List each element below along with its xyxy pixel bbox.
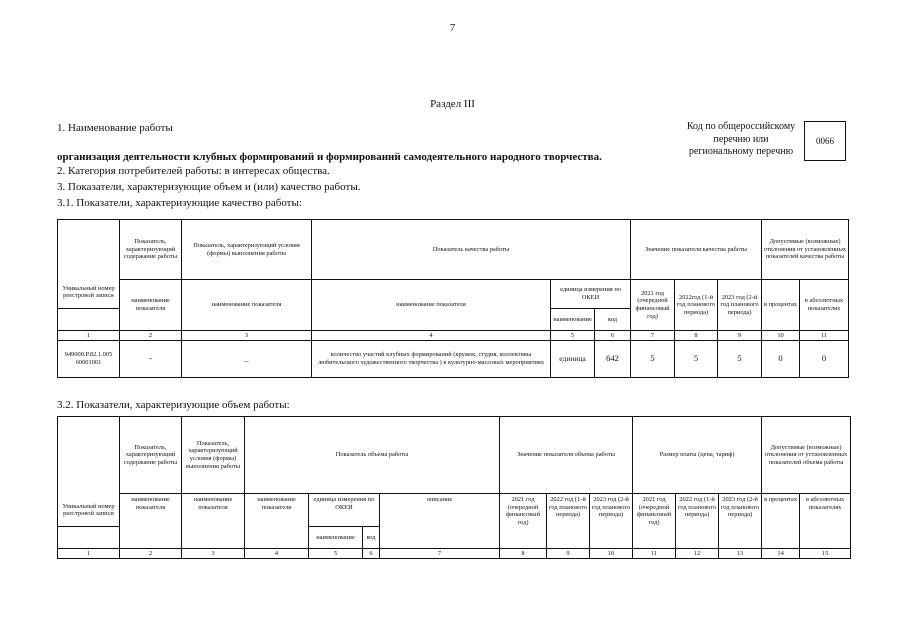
- col-number: 11: [800, 331, 849, 341]
- col-number: 4: [312, 331, 551, 341]
- fee-2021-header: 2021 год (очередной финансовый год): [633, 494, 676, 549]
- value-2022-cell: 5: [675, 341, 718, 378]
- col-volume-header: Показатель объема работы: [245, 417, 500, 494]
- value-2021-cell: 5: [631, 341, 675, 378]
- volume-table: [57, 416, 851, 559]
- cond-name-header: наименование показателя: [182, 494, 245, 549]
- col-number: 2: [120, 331, 182, 341]
- unit-header: единица измерения по ОКЕИ: [551, 280, 631, 309]
- col-number: 10: [762, 331, 800, 341]
- quality-heading: 3.1. Показатели, характеризующие качество работы:: [57, 197, 302, 209]
- content-cell: -: [120, 341, 182, 378]
- description-header: описание: [380, 494, 500, 549]
- col-unique-header: Уникальный номер реестровой записи: [58, 220, 120, 309]
- cond-name-header: наименование показателя: [182, 280, 312, 331]
- absolute-cell: 0: [800, 341, 849, 378]
- col-number: 10: [590, 549, 633, 559]
- col-unique-header: Уникальный номер реестровой записи: [58, 417, 120, 527]
- col-quality-header: Показатель качества работы: [312, 220, 631, 280]
- unit-code-cell: 642: [595, 341, 631, 378]
- work-name-label: 1. Наименование работы: [57, 122, 173, 134]
- col-number: 4: [245, 549, 309, 559]
- col-number: 7: [631, 331, 675, 341]
- col-number: 7: [380, 549, 500, 559]
- unit-name-header: наименование: [551, 309, 595, 331]
- quality-name-header: наименование показателя: [312, 280, 551, 331]
- col-content-header: Показатель, характеризующий содержание работы: [120, 220, 182, 280]
- content-name-header: наименование показателя: [120, 494, 182, 549]
- unique-number-cell: 949000.Р.82.1.005 60001001: [58, 341, 120, 378]
- year-2022-header: 2022 год (1-й год планового периода): [547, 494, 590, 549]
- volume-heading: 3.2. Показатели, характеризующие объем работы:: [57, 399, 290, 411]
- col-deviation-header: Допустимые (возможные) отклонения от установленных показателей объема работы: [762, 417, 851, 494]
- page-number: 7: [449, 22, 456, 34]
- section-title: Раздел III: [430, 98, 475, 110]
- unit-name-cell: единица: [551, 341, 595, 378]
- year-2022-header: 2022год (1-й год планового периода): [675, 280, 718, 331]
- col-value-header: Значение показателя объема работы: [500, 417, 633, 494]
- absolute-header: в абсолютных показателях: [800, 280, 849, 331]
- consumer-category: 2. Категория потребителей работы: в интересах общества.: [57, 165, 330, 177]
- indicator-cell: количество участий клубных формирований (кружок, студия, коллективы любительского художественного творчества ) в культурно-массовых мероприятиях: [312, 341, 551, 378]
- volume-name-header: наименование показателя: [245, 494, 309, 549]
- percent-header: в процентах: [762, 494, 800, 549]
- unique-spacer: [58, 527, 120, 549]
- col-number: 12: [676, 549, 719, 559]
- col-number: 13: [719, 549, 762, 559]
- year-2023-header: 2023 год (2-й год планового периода): [590, 494, 633, 549]
- col-number: 6: [595, 331, 631, 341]
- col-number: 1: [58, 549, 120, 559]
- col-number: 15: [800, 549, 851, 559]
- col-number: 3: [182, 331, 312, 341]
- col-value-header: Значение показателя качества работы: [631, 220, 762, 280]
- col-number: 2: [120, 549, 182, 559]
- percent-cell: 0: [762, 341, 800, 378]
- table-row: [58, 341, 849, 378]
- value-2023-cell: 5: [718, 341, 762, 378]
- col-number: 6: [363, 549, 380, 559]
- col-number: 11: [633, 549, 676, 559]
- col-number: 14: [762, 549, 800, 559]
- col-conditions-header: Показатель, характеризующий условия (формы) выполнения работы: [182, 220, 312, 280]
- percent-header: в процентах: [762, 280, 800, 331]
- unique-spacer: [58, 309, 120, 331]
- year-2021-header: 2021 год (очередной финансовый год): [500, 494, 547, 549]
- year-2021-header: 2021 год (очередной финансовый год): [631, 280, 675, 331]
- unit-code-header: код: [363, 527, 380, 549]
- col-fee-header: Размер платы (цена, тариф): [633, 417, 762, 494]
- code-value-box: 0066: [804, 121, 846, 161]
- col-number: 9: [547, 549, 590, 559]
- col-number: 3: [182, 549, 245, 559]
- col-number: 8: [500, 549, 547, 559]
- indicators-heading: 3. Показатели, характеризующие объем и (или) качество работы.: [57, 181, 361, 193]
- fee-2023-header: 2023 год (2-й год планового периода): [719, 494, 762, 549]
- unit-code-header: код: [595, 309, 631, 331]
- conditions-cell: _: [182, 341, 312, 378]
- unit-name-header: наименование: [309, 527, 363, 549]
- content-name-header: наименование показателя: [120, 280, 182, 331]
- quality-table: [57, 219, 849, 378]
- col-conditions-header: Показатель, характеризующий условия (формы) выполнения работы: [182, 417, 245, 494]
- absolute-header: в абсолютных показателях: [800, 494, 851, 549]
- col-number: 5: [551, 331, 595, 341]
- col-number: 8: [675, 331, 718, 341]
- code-label: Код по общероссийскому перечню или региональному перечню: [686, 121, 796, 157]
- col-deviation-header: Допустимые (возможные) отклонения от установленных показателей качества работы: [762, 220, 849, 280]
- fee-2022-header: 2022 год (1-й год планового периода): [676, 494, 719, 549]
- col-number: 1: [58, 331, 120, 341]
- year-2023-header: 2023 год (2-й год планового периода): [718, 280, 762, 331]
- unit-header: единица измерения по ОКЕИ: [309, 494, 380, 527]
- col-number: 5: [309, 549, 363, 559]
- col-number: 9: [718, 331, 762, 341]
- col-content-header: Показатель, характеризующий содержание работы: [120, 417, 182, 494]
- work-name: организация деятельности клубных формирований и формирований самодеятельного народного творчества.: [57, 151, 602, 163]
